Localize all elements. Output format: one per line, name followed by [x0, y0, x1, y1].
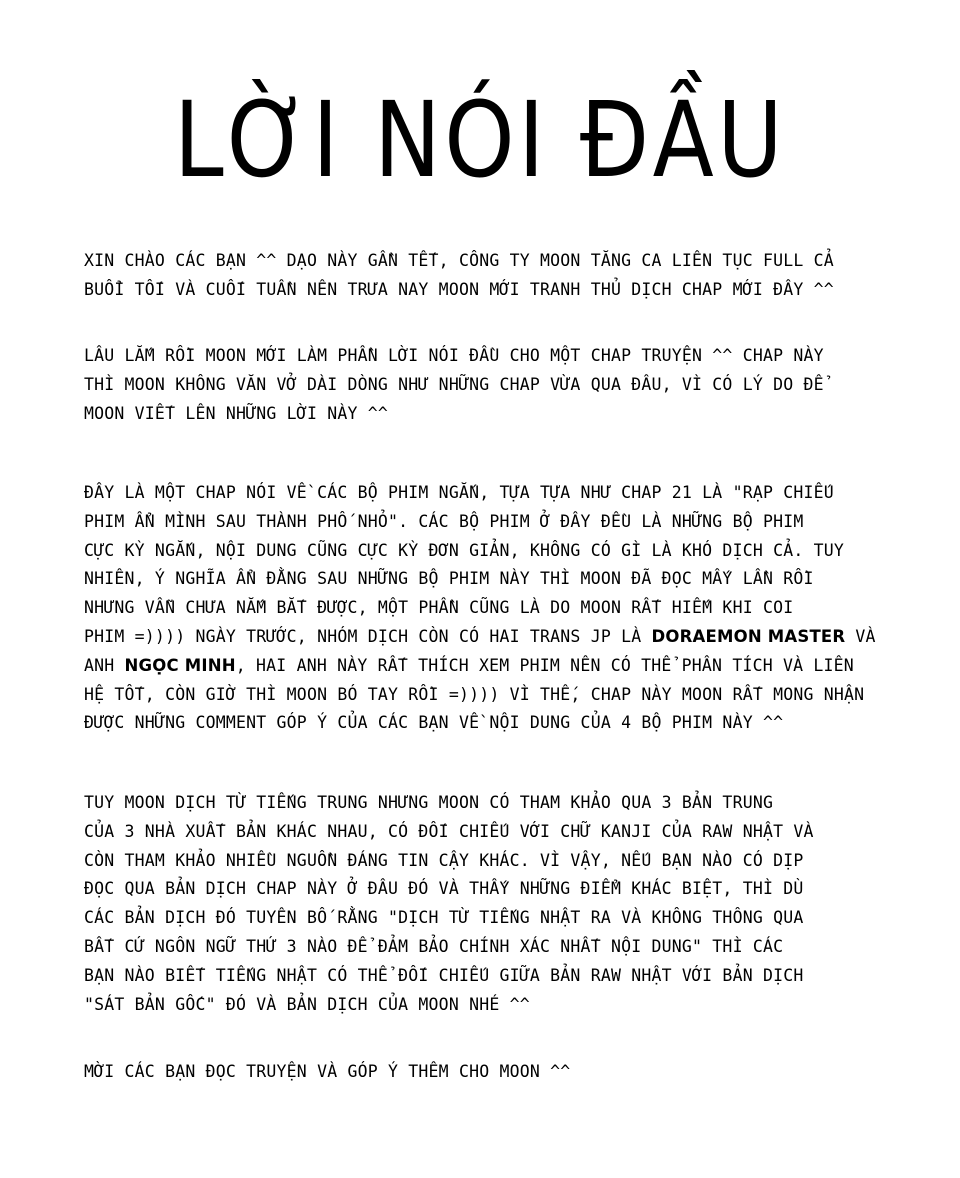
- paragraph-translation-sources: [84, 789, 884, 1019]
- translator-name-ngoc-minh: NGỌC MINH: [124, 655, 236, 675]
- text-line: NHƯNG VẪN CHƯA NẮM BẮT ĐƯỢC, MỘT PHẦN CŨNG LÀ DO MOON RẤT HIẾM KHI COI: [84, 598, 794, 618]
- text-line: MỜI CÁC BẠN ĐỌC TRUYỆN VÀ GÓP Ý THÊM CHO MOON ^^: [84, 1062, 571, 1081]
- text-line: NHIÊN, Ý NGHĨA ẨN ĐẰNG SAU NHỮNG BỘ PHIM NÀY THÌ MOON ĐÃ ĐỌC MẤY LẦN RỒI: [84, 569, 814, 589]
- text-line-with-bold: [84, 652, 884, 681]
- text-line: LÂU LẮM RỒI MOON MỚI LÀM PHẦN LỜI NÓI ĐẦU CHO MỘT CHAP TRUYỆN ^^ CHAP NÀY: [84, 346, 824, 365]
- text-line: MOON VIẾT LÊN NHỮNG LỜI NÀY ^^: [84, 403, 389, 423]
- text-segment: PHIM =)))) NGÀY TRƯỚC, NHÓM DỊCH CÒN CÓ HAI TRANS JP LÀ: [84, 626, 652, 646]
- text-line: BUỔI TỐI VÀ CUỐI TUẦN NÊN TRƯA NAY MOON MỚI TRANH THỦ DỊCH CHAP MỚI ĐÂY ^^: [84, 279, 834, 299]
- text-segment: VÀ: [845, 626, 876, 646]
- text-line: BẠN NÀO BIẾT TIẾNG NHẬT CÓ THỂ ĐỐI CHIẾU GIỮA BẢN RAW NHẬT VỚI BẢN DỊCH: [84, 965, 804, 985]
- paragraph-greeting: [84, 247, 884, 305]
- text-line: XIN CHÀO CÁC BẠN ^^ DẠO NÀY GẦN TẾT, CÔNG TY MOON TĂNG CA LIÊN TỤC FULL CẢ: [84, 251, 834, 270]
- text-line: ĐÂY LÀ MỘT CHAP NÓI VỀ CÁC BỘ PHIM NGẮN, TỰA TỰA NHƯ CHAP 21 LÀ "RẠP CHIẾU: [84, 483, 834, 502]
- text-line: CỰC KỲ NGẮN, NỘI DUNG CŨNG CỰC KỲ ĐƠN GIẢN, KHÔNG CÓ GÌ LÀ KHÓ DỊCH CẢ. TUY: [84, 540, 845, 560]
- text-segment: , HAI ANH NÀY RẤT THÍCH XEM PHIM NÊN CÓ THỂ PHÂN TÍCH VÀ LIÊN: [235, 655, 854, 675]
- text-line: ĐƯỢC NHỮNG COMMENT GÓP Ý CỦA CÁC BẠN VỀ NỘI DUNG CỦA 4 BỘ PHIM NÀY ^^: [84, 713, 784, 733]
- text-line: CÁC BẢN DỊCH ĐÓ TUYÊN BỐ RẰNG "DỊCH TỪ TIẾNG NHẬT RA VÀ KHÔNG THÔNG QUA: [84, 908, 804, 928]
- paragraph-short-films: [84, 479, 884, 738]
- paragraph-closing: [84, 1058, 884, 1087]
- text-line: "SÁT BẢN GỐC" ĐÓ VÀ BẢN DỊCH CỦA MOON NHÉ ^^: [84, 994, 530, 1014]
- text-line: CỦA 3 NHÀ XUẤT BẢN KHÁC NHAU, CÓ ĐỐI CHIẾU VỚI CHỮ KANJI CỦA RAW NHẬT VÀ: [84, 821, 814, 841]
- text-line: THÌ MOON KHÔNG VĂN VỞ DÀI DÒNG NHƯ NHỮNG CHAP VỪA QUA ĐÂU, VÌ CÓ LÝ DO ĐỂ: [84, 374, 824, 394]
- text-line: CÒN THAM KHẢO NHIỀU NGUỒN ĐÁNG TIN CẬY KHÁC. VÌ VẬY, NẾU BẠN NÀO CÓ DỊP: [84, 850, 804, 870]
- translator-name-doraemon-master: DORAEMON MASTER: [651, 626, 846, 646]
- text-line: BẤT CỨ NGÔN NGỮ THỨ 3 NÀO ĐỂ ĐẢM BẢO CHÍNH XÁC NHẤT NỘI DUNG" THÌ CÁC: [84, 936, 784, 956]
- text-line-with-bold: [84, 623, 884, 652]
- text-line: HỆ TỐT, CÒN GIỜ THÌ MOON BÓ TAY RỒI =)))) VÌ THẾ, CHAP NÀY MOON RẤT MONG NHẬN: [84, 684, 865, 704]
- text-line: PHIM ẨN MÌNH SAU THÀNH PHỐ NHỎ". CÁC BỘ PHIM Ở ĐÂY ĐỀU LÀ NHỮNG BỘ PHIM: [84, 511, 804, 531]
- paragraph-intro: [84, 342, 884, 428]
- text-line: ĐỌC QUA BẢN DỊCH CHAP NÀY Ở ĐÂU ĐÓ VÀ THẤY NHỮNG ĐIỂM KHÁC BIỆT, THÌ DÙ: [84, 879, 804, 899]
- text-segment: ANH: [84, 655, 125, 675]
- text-line: TUY MOON DỊCH TỪ TIẾNG TRUNG NHƯNG MOON CÓ THAM KHẢO QUA 3 BẢN TRUNG: [84, 793, 774, 812]
- page-title: LỜI NÓI ĐẦU: [173, 79, 787, 201]
